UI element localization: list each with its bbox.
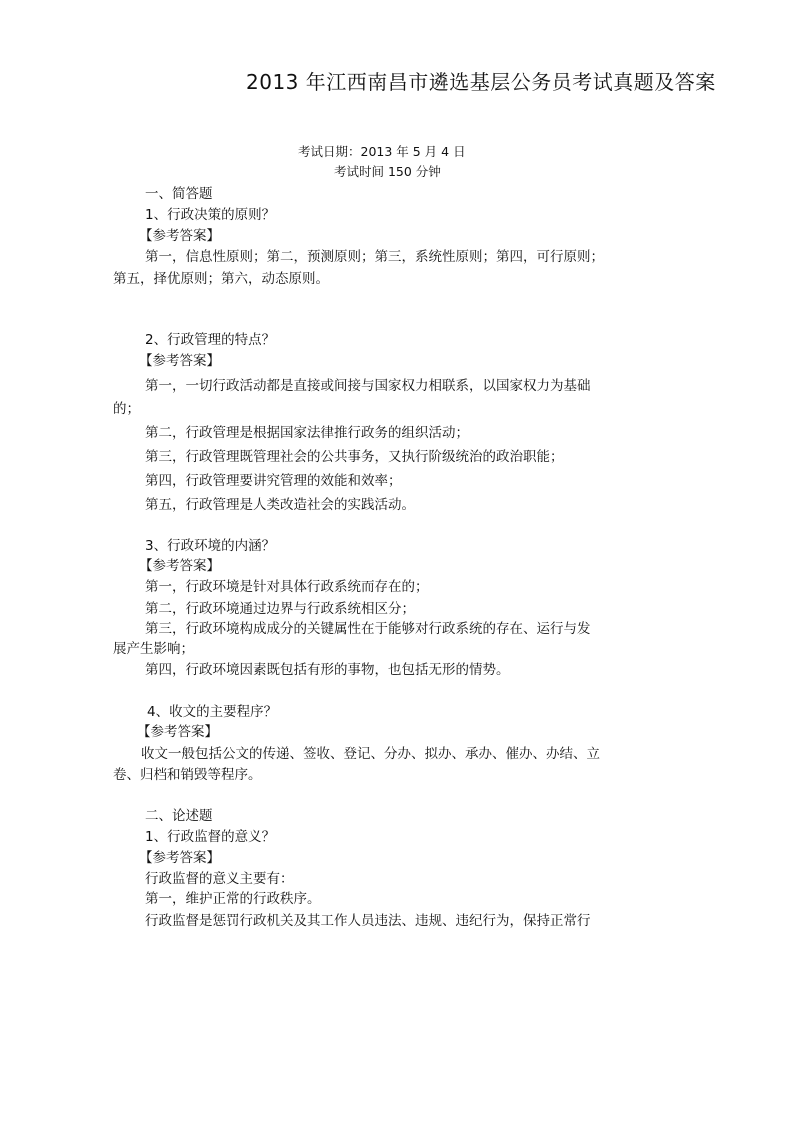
answer-line: 第三，行政管理既管理社会的公共事务，又执行阶级统治的政治职能； <box>145 449 564 465</box>
answer-label: 【参考答案】 <box>139 228 220 244</box>
section-heading-essay: 二、论述题 <box>145 808 213 824</box>
answer-line: 第五，择优原则；第六，动态原则。 <box>113 271 329 287</box>
answer-line: 卷、归档和销毁等程序。 <box>113 767 262 783</box>
exam-time: 考试时间 150 分钟 <box>334 164 441 179</box>
answer-label: 【参考答案】 <box>137 724 218 740</box>
question-3: 3、行政环境的内涵？ <box>145 538 276 554</box>
section-heading-short-answer: 一、简答题 <box>145 186 213 202</box>
answer-line: 第二，行政管理是根据国家法律推行政务的组织活动； <box>145 425 469 441</box>
answer-line: 第一，行政环境是针对具体行政系统而存在的； <box>145 579 429 595</box>
answer-label: 【参考答案】 <box>139 850 220 866</box>
answer-line: 的； <box>113 401 140 417</box>
answer-line: 行政监督的意义主要有： <box>145 871 294 887</box>
question-1: 1、行政决策的原则？ <box>145 207 276 223</box>
document-title: 2013 年江西南昌市遴选基层公务员考试真题及答案 <box>246 70 716 94</box>
answer-line: 第一，信息性原则；第二，预测原则；第三，系统性原则；第四，可行原则； <box>145 249 604 265</box>
answer-line: 行政监督是惩罚行政机关及其工作人员违法、违规、违纪行为，保持正常行 <box>145 913 591 929</box>
answer-line: 第五，行政管理是人类改造社会的实践活动。 <box>145 497 415 513</box>
answer-label: 【参考答案】 <box>139 353 220 369</box>
question-2: 2、行政管理的特点？ <box>145 332 276 348</box>
answer-line: 第三，行政环境构成成分的关键属性在于能够对行政系统的存在、运行与发 <box>145 621 591 637</box>
answer-line: 第四，行政管理要讲究管理的效能和效率； <box>145 473 402 489</box>
question-1: 1、行政监督的意义？ <box>145 829 276 845</box>
question-4: 4、收文的主要程序？ <box>147 704 278 720</box>
answer-label: 【参考答案】 <box>139 558 220 574</box>
answer-line: 第四，行政环境因素既包括有形的事物，也包括无形的情势。 <box>145 662 510 678</box>
answer-line: 第一，一切行政活动都是直接或间接与国家权力相联系，以国家权力为基础 <box>145 378 591 394</box>
exam-date: 考试日期：2013 年 5 月 4 日 <box>298 144 466 159</box>
answer-line: 收文一般包括公文的传递、签收、登记、分办、拟办、承办、催办、办结、立 <box>141 746 600 762</box>
answer-line: 展产生影响； <box>113 641 194 657</box>
answer-line: 第二，行政环境通过边界与行政系统相区分； <box>145 601 415 617</box>
answer-line: 第一，维护正常的行政秩序。 <box>145 891 321 907</box>
